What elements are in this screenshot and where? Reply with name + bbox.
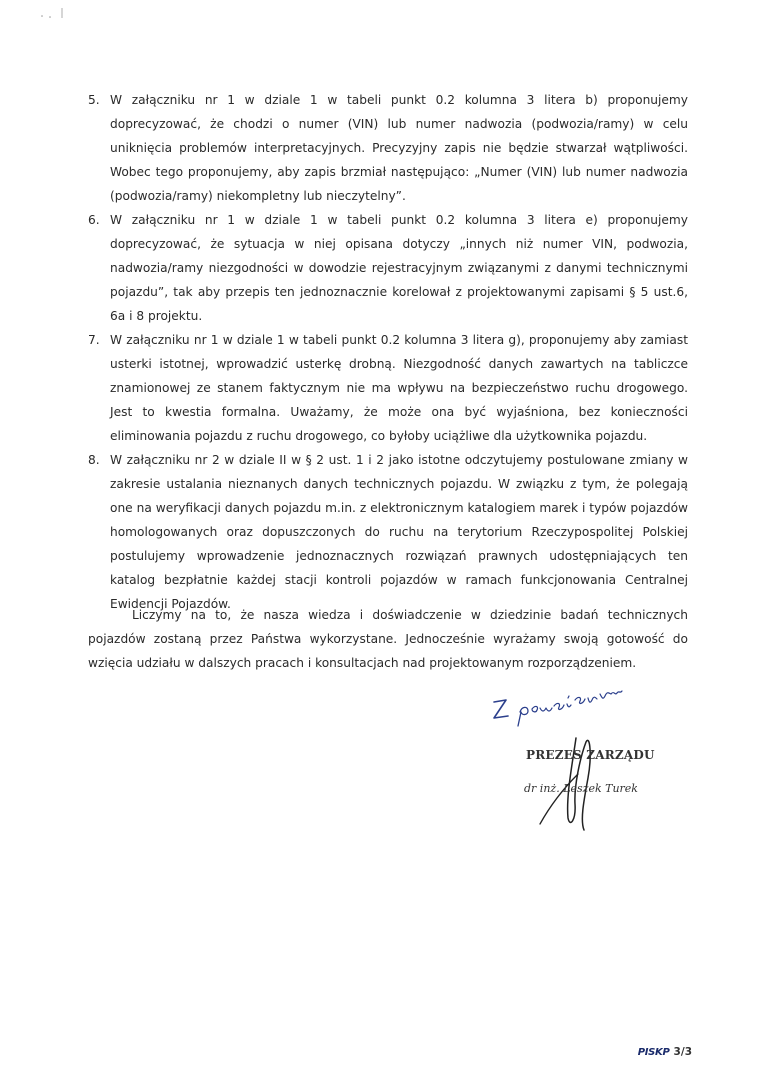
- signature-block: [480, 676, 680, 846]
- item-text: W załączniku nr 1 w dziale 1 w tabeli punkt 0.2 kolumna 3 litera b) proponujemy doprecyzować, że chodzi o numer (VIN) lub numer nadwozia (podwozia/ramy) w celu uniknięcia problemów interpretacyjnych. Precyzyjny zapis nie będzie stwarzał wątpliwości. Wobec tego proponujemy, aby zapis brzmiał następująco: „Numer (VIN) lub numer nadwozia (podwozia/ramy) niekompletny lub nieczytelny”.: [110, 93, 688, 203]
- item-number: 5.: [88, 93, 100, 107]
- item-text: W załączniku nr 1 w dziale 1 w tabeli punkt 0.2 kolumna 3 litera g), proponujemy aby zamiast usterki istotnej, wprowadzić usterkę drobną. Niezgodność danych zawartych na tabliczce znamionowej ze stanem faktycznym nie ma wpływu na bezpieczeństwo ruchu drogowego. Jest to kwestia formalna. Uważamy, że może ona być wyjaśniona, bez konieczności eliminowania pojazdu z ruchu drogowego, co byłoby uciążliwe dla użytkownika pojazdu.: [110, 333, 688, 443]
- closing-paragraph: Liczymy na to, że nasza wiedza i doświadczenie w dziedzinie badań technicznych pojazdów zostaną przez Państwa wykorzystane. Jednocześnie wyrażamy swoją gotowość do wzięcia udziału w dalszych pracach i konsultacjach nad projektowanym rozporządzeniem.: [88, 608, 688, 670]
- list-item: [88, 328, 688, 448]
- remarks-list: [88, 88, 688, 616]
- item-number: 6.: [88, 213, 100, 227]
- item-text: W załączniku nr 2 w dziale II w § 2 ust. 1 i 2 jako istotne odczytujemy postulowane zmiany w zakresie ustalania nieznanych danych technicznych pojazdu. W związku z tym, że polegają one na weryfikacji danych pojazdu m.in. z elektronicznym katalogiem marek i typów pojazdów homologowanych oraz dopuszczonych do ruchu na terytorium Rzeczypospolitej Polskiej postulujemy wprowadzenie jednoznacznych rozwiązań prawnych udostępniających ten katalog bezpłatnie każdej stacji kontroli pojazdów w ramach funkcjonowania Centralnej Ewidencji Pojazdów.: [110, 453, 688, 611]
- item-number: 8.: [88, 453, 100, 467]
- signature-scrawl: [480, 716, 680, 846]
- page-number: 3/3: [673, 1046, 692, 1058]
- page-footer: [638, 1046, 692, 1058]
- scan-specks: [40, 6, 80, 22]
- list-item: [88, 448, 688, 616]
- list-item: [88, 208, 688, 328]
- signatory-title: PREZES ZARZĄDU: [526, 748, 655, 762]
- item-number: 7.: [88, 333, 100, 347]
- signatory-name: dr inż. Leszek Turek: [524, 782, 638, 795]
- item-text: W załączniku nr 1 w dziale 1 w tabeli punkt 0.2 kolumna 3 litera e) proponujemy doprecyzować, że sytuacja w niej opisana dotyczy „innych niż numer VIN, podwozia, nadwozia/ramy niezgodności w dowodzie rejestracyjnym związanymi z danymi technicznymi pojazdu”, tak aby przepis ten jednoznacznie korelował z projektowanymi zapisami § 5 ust.6, 6a i 8 projektu.: [110, 213, 688, 323]
- list-item: [88, 88, 688, 208]
- organization-logo: PISKP: [637, 1046, 670, 1058]
